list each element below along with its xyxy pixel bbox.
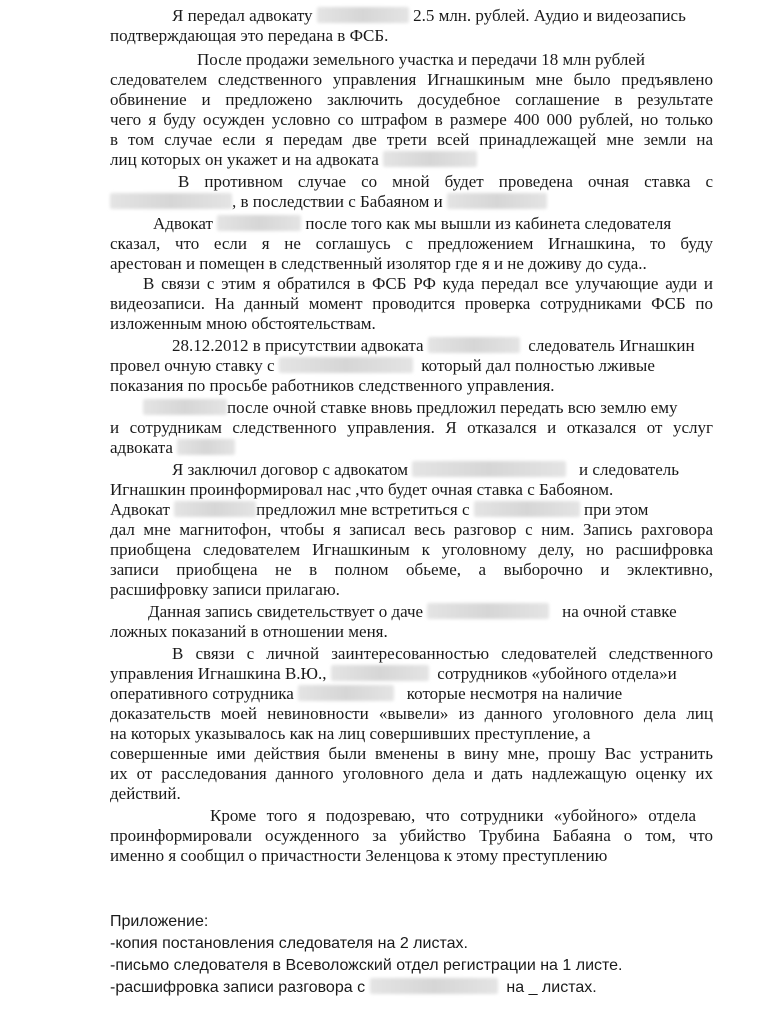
- text-line-29: расшифровку записи прилагаю.: [110, 580, 340, 599]
- text-line-21: и сотрудникам следственного управления. Я отказался и отказался от услуг: [110, 418, 713, 437]
- redacted-name: [428, 337, 520, 353]
- redacted-name: [331, 665, 429, 681]
- text-line-39: действий.: [110, 784, 181, 803]
- redacted-name: [174, 501, 256, 517]
- redacted-name: [412, 461, 566, 477]
- appendix-heading: Приложение:: [110, 913, 209, 930]
- appendix-item-2: -письмо следователя в Всеволожский отдел регистрации на 1 листе.: [110, 957, 623, 974]
- redacted-name: [447, 193, 547, 209]
- text-line-9: В противном случае со мной будет проведена очная ставка с: [178, 172, 713, 191]
- text-line-7: в том случае если я передам две трети всей принадлежащей мне земли на: [110, 130, 713, 149]
- text-line-35: доказательств моей невиновности «вывели» из данного уголовного дела лиц: [110, 704, 713, 723]
- redacted-name: [317, 7, 409, 23]
- text-line-38: их от расследования данного уголовного дела и дать надлежащую оценку их: [110, 764, 713, 783]
- text-line-15: видеозаписи. На данный момент проводится проверка сотрудниками ФСБ по: [110, 294, 713, 313]
- text-line-6: чего я буду осужден условно со штрафом в размере 400 000 рублей, но только: [110, 110, 713, 129]
- text-line-28: записи приобщена не в полном обьеме, а выборочно и эклективно,: [110, 560, 713, 579]
- text-line-4: следователем следственного управления Игнашкиным мне было предъявлено: [110, 70, 713, 89]
- text-line-26: дал мне магнитофон, чтобы я записал весь разговор с ним. Запись рахговора: [110, 520, 713, 539]
- text-line-34: оперативного сотрудника которые несмотря на наличие: [110, 684, 623, 703]
- text-line-22: адвоката: [110, 438, 235, 458]
- redacted-name: [383, 151, 477, 167]
- text-line-37: совершенные ими действия были вменены в вину мне, прошу Вас устранить: [110, 744, 713, 763]
- text-line-18: провел очную ставку с который дал полностью лживые: [110, 356, 655, 375]
- redacted-name: [370, 978, 498, 994]
- redacted-name: [177, 439, 235, 455]
- redacted-name: [298, 685, 394, 701]
- text-line-30: Данная запись свидетельствует о даче на очной ставке: [148, 602, 677, 621]
- text-line-13: арестован и помещен в следственный изолятор где я и не доживу до суда..: [110, 254, 647, 273]
- redacted-name: [279, 357, 413, 373]
- text-line-14: В связи с этим я обратился в ФСБ РФ куда передал все улучающие ауди и: [143, 274, 713, 293]
- appendix-item-3: -расшифровка записи разговора с на _ листах.: [110, 979, 597, 996]
- text-line-17: 28.12.2012 в присутствии адвоката следователь Игнашкин: [172, 336, 695, 355]
- text-line-3: После продажи земельного участка и передачи 18 млн рублей: [197, 50, 645, 69]
- text-line-36: на которых указывалось как на лиц совершивших преступление, а: [110, 724, 591, 743]
- text-line-31: ложных показаний в отношении меня.: [110, 622, 388, 641]
- redacted-name: [474, 501, 580, 517]
- text-line-16: изложенным мною обстоятельствам.: [110, 314, 376, 333]
- appendix-item-1: -копия постановления следователя на 2 листах.: [110, 935, 468, 952]
- text-line-11: Адвокат после того как мы вышли из кабинета следователя: [153, 214, 672, 233]
- text-line-10: , в последствии с Бабаяном и: [110, 192, 547, 212]
- text-line-19: показания по просьбе работников следственного управления.: [110, 376, 555, 395]
- text-line-24: Игнашкин проинформировал нас ,что будет очная ставка с Бабояном.: [110, 480, 614, 499]
- redacted-name: [143, 399, 227, 415]
- text-line-5: обвинение и предложено заключить досудебное соглашение в результате: [110, 90, 713, 109]
- text-line-25: Адвокат предложил мне встретиться с при этом: [110, 500, 649, 519]
- text-line-2: подтверждающая это передана в ФСБ.: [110, 26, 389, 45]
- redacted-name: [217, 215, 301, 231]
- text-line-23: Я заключил договор с адвокатом и следователь: [172, 460, 680, 479]
- text-line-20: после очной ставке вновь предложил передать всю землю ему: [143, 398, 677, 418]
- text-line-41: проинформировали осужденного за убийство Трубина Бабаяна о том, что: [110, 826, 713, 845]
- text-line-33: управления Игнашкина В.Ю., сотрудников «убойного отдела»и: [110, 664, 677, 683]
- redacted-name: [110, 193, 232, 209]
- redacted-name: [427, 603, 549, 619]
- text-line-27: приобщена следователем Игнашкиным к уголовному делу, но расшифровка: [110, 540, 713, 559]
- text-line-1: Я передал адвокату 2.5 млн. рублей. Аудио и видеозапись: [172, 6, 686, 25]
- text-line-8: лиц которых он укажет и на адвоката: [110, 150, 477, 170]
- text-line-42: именно я сообщил о причастности Зеленцова к этому преступлению: [110, 846, 608, 865]
- text-line-40: Кроме того я подозреваю, что сотрудники «убойного» отдела: [210, 806, 696, 825]
- text-line-32: В связи с личной заинтересованностью следователей следственного: [172, 644, 713, 663]
- text-line-12: сказал, что если я не соглашусь с предложением Игнашкина, то буду: [110, 234, 713, 253]
